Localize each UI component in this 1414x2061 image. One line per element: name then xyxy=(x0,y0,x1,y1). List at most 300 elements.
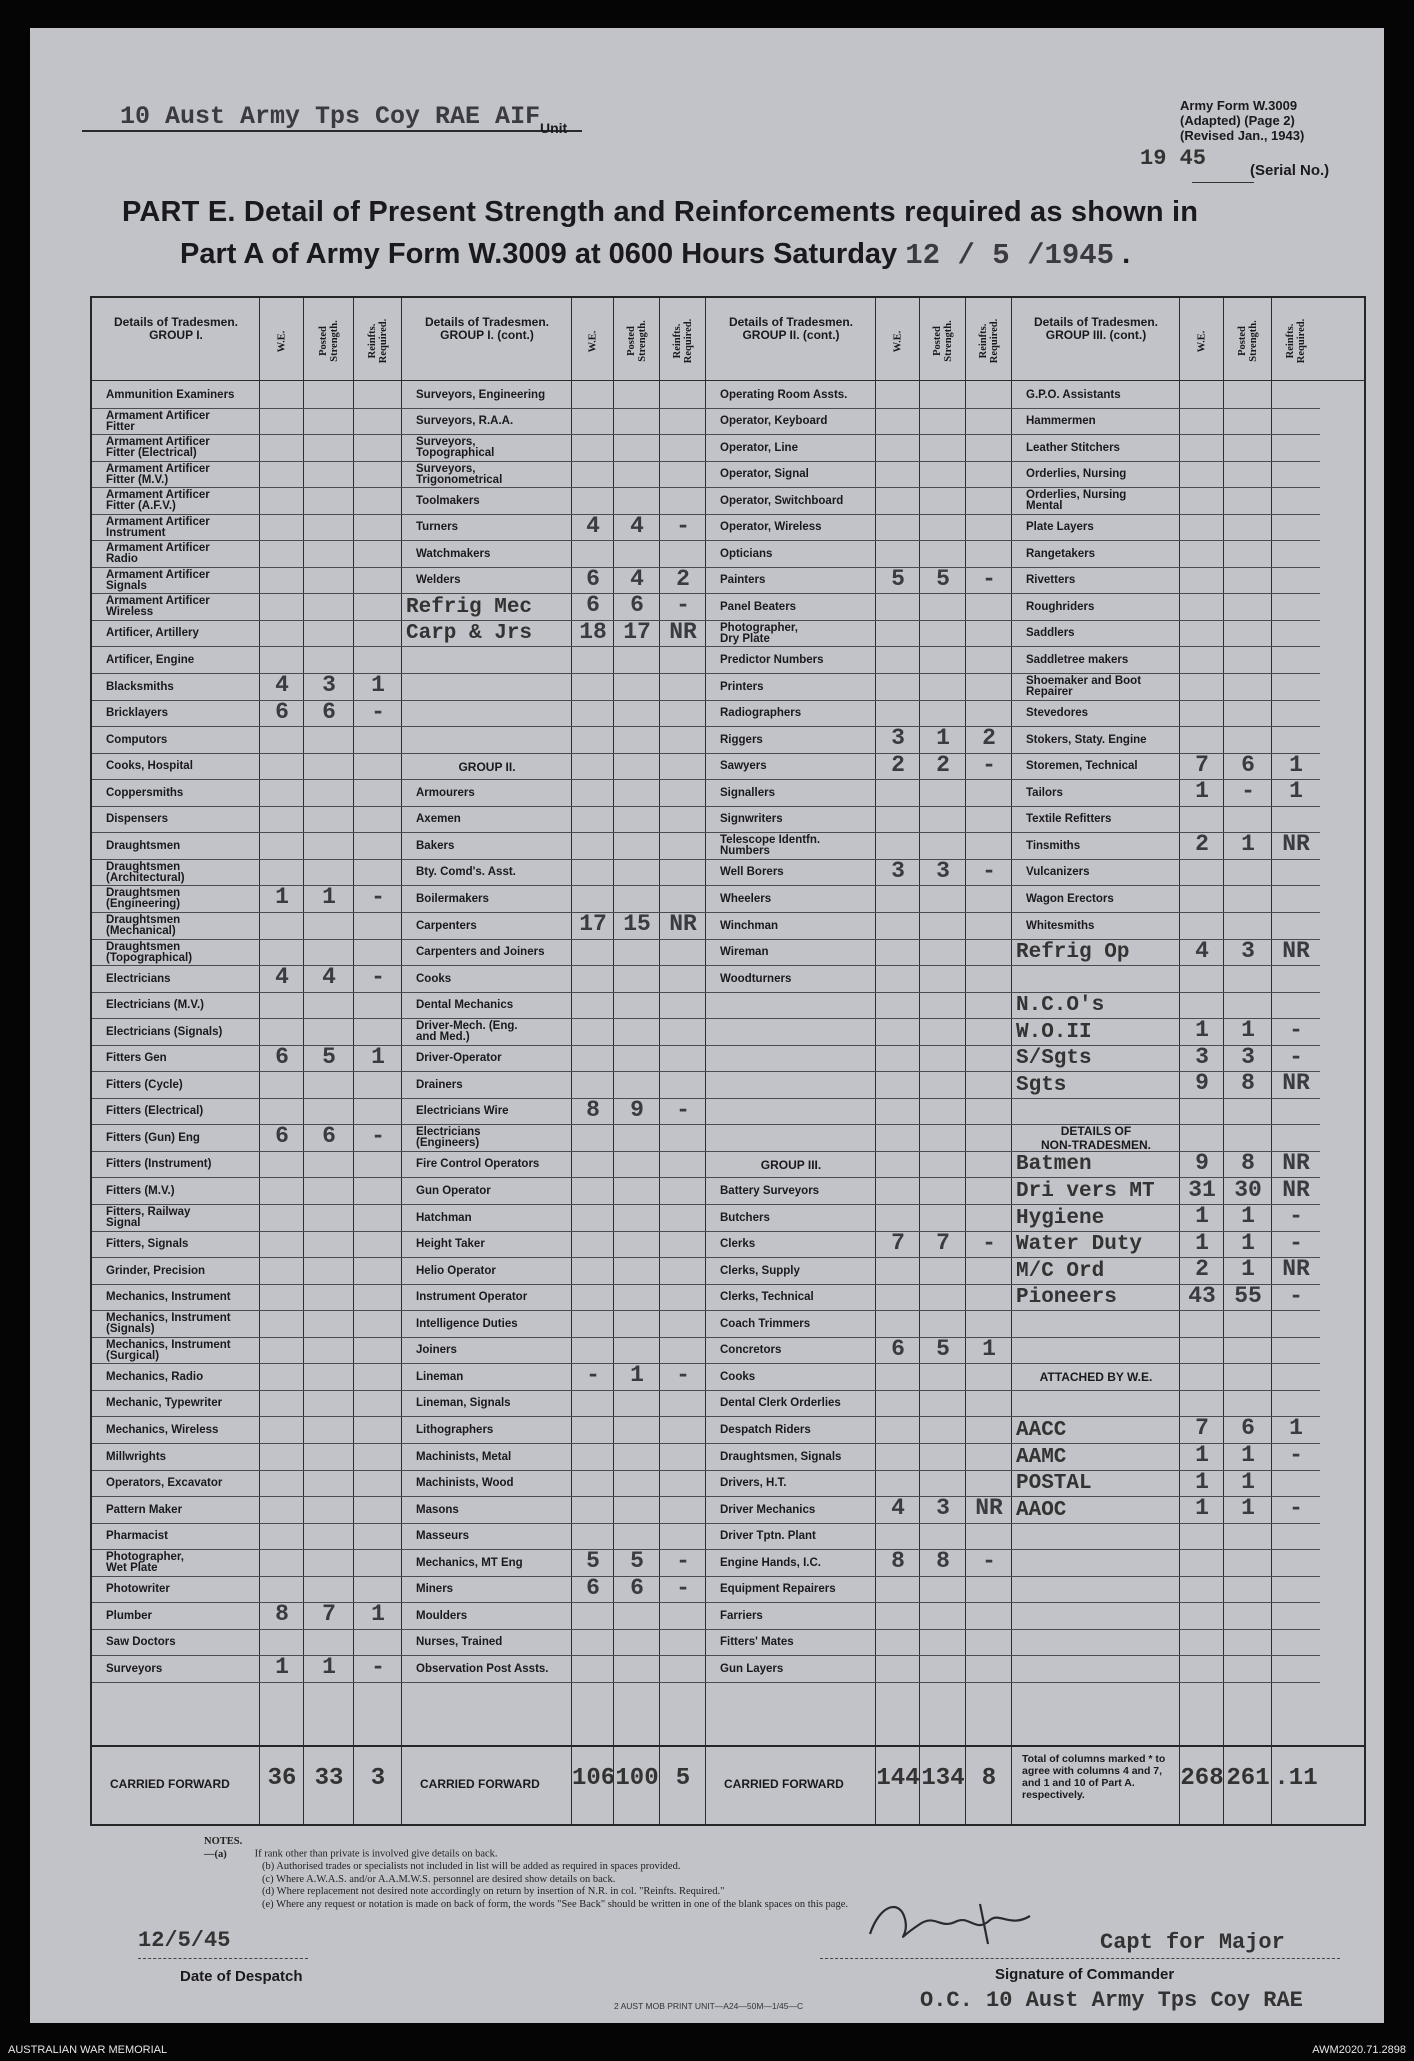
trade-label: Shoemaker and Boot Repairer xyxy=(1026,675,1142,699)
archive-id: AWM2020.71.2898 xyxy=(1312,2044,1406,2056)
cf-we: 268 xyxy=(1180,1765,1224,1792)
reinfts-value: NR xyxy=(1282,831,1310,858)
column-heading: Details of Tradesmen. GROUP I. xyxy=(113,315,239,342)
trade-label: Engine Hands, I.C. xyxy=(720,1556,821,1569)
table-row xyxy=(92,1391,402,1418)
we-value: 4 xyxy=(1195,937,1209,964)
serial-label: (Serial No.) xyxy=(1250,162,1330,179)
posted-value: 3 xyxy=(936,1495,950,1522)
cf-reinfts: 5 xyxy=(675,1765,691,1792)
trade-label: Pharmacist xyxy=(106,1530,169,1543)
trade-label: Woodturners xyxy=(720,972,792,985)
table-row xyxy=(402,382,706,409)
trade-label: Fitters Gen xyxy=(106,1052,167,1065)
cf-reinfts: 3 xyxy=(370,1765,386,1792)
trade-label: Batmen xyxy=(1016,1153,1092,1177)
we-value: 6 xyxy=(275,1043,289,1070)
table-row xyxy=(1012,937,1320,967)
trade-label: Coach Trimmers xyxy=(720,1317,811,1330)
posted-value: 7 xyxy=(322,1601,336,1628)
trade-label: Bakers xyxy=(416,839,455,852)
serial-number xyxy=(1140,146,1370,178)
reinfts-value: - xyxy=(676,592,690,619)
trade-label: Carpenters and Joiners xyxy=(416,946,545,959)
posted-value: 6 xyxy=(1241,1415,1255,1442)
table-row xyxy=(92,1444,402,1471)
trade-label: Electricians (M.V.) xyxy=(106,999,205,1012)
table-row xyxy=(402,1364,706,1391)
heading-text: W.E. xyxy=(892,330,904,352)
reinfts-value: - xyxy=(982,565,996,592)
trade-label: Whitesmiths xyxy=(1026,919,1095,932)
trade-label: Textile Refitters xyxy=(1026,813,1112,826)
title-line-2 xyxy=(180,238,1130,272)
table-row xyxy=(706,966,1012,993)
column-heading: Details of Tradesmen. GROUP II. (cont.) xyxy=(728,315,854,342)
trade-label: Tailors xyxy=(1026,786,1063,799)
trade-label: Electricians (Signals) xyxy=(106,1025,223,1038)
table-row xyxy=(706,940,1012,967)
table-row xyxy=(92,1258,402,1285)
table-row xyxy=(1012,1468,1320,1498)
table-row xyxy=(92,886,402,913)
table-row xyxy=(92,1285,402,1312)
title-end: . xyxy=(1122,238,1131,270)
table-row xyxy=(402,594,706,621)
table-row xyxy=(1012,913,1320,940)
trade-label: Blacksmiths xyxy=(106,680,174,693)
posted-value: 3 xyxy=(322,672,336,699)
reinfts-value: 1 xyxy=(1289,778,1303,805)
trade-label: Electricians xyxy=(106,972,171,985)
table-row xyxy=(1012,833,1320,860)
table-row xyxy=(706,1019,1012,1046)
table-row xyxy=(1012,993,1320,1020)
we-value: 2 xyxy=(1195,831,1209,858)
trade-label: Helio Operator xyxy=(416,1264,496,1277)
table-row xyxy=(706,1046,1012,1073)
cf-posted: 261 xyxy=(1226,1765,1270,1792)
table-row xyxy=(1012,701,1320,728)
we-value: 2 xyxy=(1195,1256,1209,1283)
trade-label: Dental Clerk Orderlies xyxy=(720,1397,841,1410)
table-row xyxy=(1012,568,1320,595)
trade-label: Surveyors, Topographical xyxy=(416,436,495,460)
posted-value: 5 xyxy=(322,1043,336,1070)
trade-label: Armament Artificer Fitter (Electrical) xyxy=(106,436,210,460)
trade-label: Wireman xyxy=(720,946,769,959)
trade-label: Draughtsmen (Engineering) xyxy=(106,887,181,911)
table-row xyxy=(706,1497,1012,1524)
table-row xyxy=(92,698,402,728)
handwritten-signature xyxy=(860,1894,1060,1954)
posted-value: 30 xyxy=(1234,1176,1262,1203)
trade-label: Opticians xyxy=(720,547,773,560)
heading-text: Posted Strength. xyxy=(318,320,340,362)
reinfts-value: NR xyxy=(669,911,697,937)
we-value: 8 xyxy=(891,1548,905,1575)
reinfts-value: - xyxy=(982,857,996,884)
table-row xyxy=(92,833,402,860)
reinfts-value: - xyxy=(1289,1203,1303,1230)
form-adapted: (Adapted) (Page 2) xyxy=(1180,113,1295,128)
posted-value: 6 xyxy=(630,1574,644,1601)
trade-label: Armament Artificer Fitter (M.V.) xyxy=(106,462,210,486)
table-row xyxy=(706,462,1012,489)
trade-label: Saddletree makers xyxy=(1026,654,1129,666)
cf-posted: 33 xyxy=(314,1765,344,1792)
we-value: 43 xyxy=(1188,1282,1216,1309)
posted-value: 2 xyxy=(936,751,950,778)
reinfts-value: NR xyxy=(1282,1176,1310,1203)
table-row xyxy=(92,1232,402,1259)
reinfts-value: NR xyxy=(1282,1256,1310,1283)
table-row xyxy=(92,1630,402,1657)
column-heading-we xyxy=(572,306,614,376)
serial-year: 19 45 xyxy=(1140,146,1207,171)
table-row xyxy=(402,1656,706,1683)
table-row xyxy=(402,940,706,967)
note-e: (e) Where any request or notation is made on back of form, the words "See Back" should be written in one of the blank spaces on this page. xyxy=(262,1898,849,1910)
table-row xyxy=(1012,1577,1320,1604)
table-row xyxy=(1012,1229,1320,1259)
table-row xyxy=(706,565,1012,595)
column-heading-we xyxy=(876,306,920,376)
table-row xyxy=(706,727,1012,754)
officer-commanding: O.C. 10 Aust Army Tps Coy RAE xyxy=(920,1988,1303,2013)
trade-label: Operator, Line xyxy=(720,441,798,454)
table-row xyxy=(1012,594,1320,621)
table-row xyxy=(92,1072,402,1099)
trade-label: Armament Artificer Fitter (A.F.V.) xyxy=(106,489,210,513)
table-row xyxy=(706,1229,1012,1259)
table-row xyxy=(1012,1391,1320,1418)
we-value: 6 xyxy=(891,1335,905,1362)
posted-value: 7 xyxy=(936,1229,950,1256)
table-row xyxy=(92,1338,402,1365)
we-value: 6 xyxy=(275,1123,289,1150)
column-heading: Details of Tradesmen. GROUP I. (cont.) xyxy=(424,315,550,342)
reinfts-value: - xyxy=(371,1123,385,1150)
total-note: Total of columns marked * to agree with columns 4 and 7, and 1 and 10 of Part A. respectively. xyxy=(1022,1753,1166,1801)
table-row xyxy=(1012,751,1320,781)
table-row xyxy=(706,807,1012,834)
table-row xyxy=(706,1152,1012,1179)
table-row xyxy=(92,382,402,409)
we-value: 2 xyxy=(891,751,905,778)
reinfts-value: - xyxy=(676,1096,690,1123)
trade-label: Photowriter xyxy=(106,1583,170,1596)
table-row xyxy=(706,913,1012,940)
table-row xyxy=(1012,807,1320,834)
reinfts-value: - xyxy=(1289,1495,1303,1522)
trade-label: Despatch Riders xyxy=(720,1423,811,1436)
table-row xyxy=(92,462,402,489)
trade-label: Battery Surveyors xyxy=(720,1185,820,1197)
reinfts-value: - xyxy=(982,1229,996,1256)
posted-value: - xyxy=(1241,778,1255,805)
column-heading-posted xyxy=(1224,306,1272,376)
table-row xyxy=(402,966,706,993)
trade-label: Orderlies, Nursing xyxy=(1026,468,1127,481)
trade-label: Orderlies, Nursing Mental xyxy=(1026,489,1127,513)
serial-underline xyxy=(1192,182,1254,183)
table-row xyxy=(706,621,1012,648)
trade-label: Tinsmiths xyxy=(1026,839,1081,852)
trade-label: Saw Doctors xyxy=(106,1636,176,1649)
table-row xyxy=(402,807,706,834)
we-value: 4 xyxy=(275,964,289,991)
trade-label: Observation Post Assts. xyxy=(416,1662,549,1675)
we-value: 6 xyxy=(275,698,289,725)
posted-value: 1 xyxy=(1241,1017,1255,1044)
we-value: 17 xyxy=(579,911,607,937)
reinfts-value: NR xyxy=(669,618,697,645)
trade-label: Riggers xyxy=(720,733,763,746)
table-row xyxy=(1012,1524,1320,1551)
posted-value: 4 xyxy=(630,512,644,539)
posted-value: 8 xyxy=(1241,1149,1255,1176)
reinfts-value: - xyxy=(676,1548,690,1575)
table-row xyxy=(706,780,1012,807)
table-row xyxy=(402,409,706,436)
we-value: 1 xyxy=(275,884,289,911)
table-row xyxy=(92,1099,402,1126)
table-row xyxy=(706,1577,1012,1604)
reinfts-value: NR xyxy=(975,1495,1003,1522)
posted-value: 9 xyxy=(630,1096,644,1123)
table-row xyxy=(706,1550,1012,1577)
trade-label: Driver Tptn. Plant xyxy=(720,1530,816,1543)
trade-label: Millwrights xyxy=(106,1450,167,1463)
table-row xyxy=(402,674,706,701)
cf-we: 106 xyxy=(572,1765,616,1792)
table-row xyxy=(1012,780,1320,807)
carried-forward-row xyxy=(92,1745,1364,1821)
table-row xyxy=(92,1524,402,1551)
we-value: 18 xyxy=(579,618,607,645)
trade-label: Mechanics, MT Eng xyxy=(416,1556,523,1569)
table-row xyxy=(402,1258,706,1285)
reinfts-value: 1 xyxy=(371,1043,385,1070)
trade-label: Fitters, Signals xyxy=(106,1238,189,1251)
trade-label: Masons xyxy=(416,1503,459,1516)
table-row xyxy=(402,701,706,728)
table-row xyxy=(706,1179,1012,1206)
cf-posted: 100 xyxy=(615,1765,659,1792)
trade-label: Draughtsmen (Topographical) xyxy=(106,940,193,964)
trade-label: ATTACHED BY W.E. xyxy=(1039,1370,1153,1385)
trade-label: Telescope Identfn. Numbers xyxy=(720,834,821,858)
trade-label: AAOC xyxy=(1016,1498,1067,1522)
trade-label: Wagon Erectors xyxy=(1026,892,1114,905)
trade-label: Fitters (M.V.) xyxy=(106,1185,175,1197)
posted-value: 1 xyxy=(1241,1468,1255,1495)
trade-label: Artificer, Engine xyxy=(106,654,195,666)
trade-label: Fitters (Electrical) xyxy=(106,1105,204,1118)
table-row xyxy=(92,727,402,754)
table-row xyxy=(1012,1043,1320,1073)
trade-label: Masseurs xyxy=(416,1530,470,1543)
trade-label: Bty. Comd's. Asst. xyxy=(416,866,516,879)
trade-label: Hygiene xyxy=(1016,1206,1105,1230)
column-heading-posted xyxy=(920,306,966,376)
posted-value: 6 xyxy=(1241,751,1255,778)
trade-label: AAMC xyxy=(1016,1445,1067,1469)
table-row xyxy=(706,541,1012,568)
trade-label: Stokers, Staty. Engine xyxy=(1026,733,1147,746)
table-row xyxy=(92,674,402,701)
table-row xyxy=(1012,1550,1320,1577)
table-row xyxy=(706,1417,1012,1444)
we-value: 6 xyxy=(586,592,600,619)
table-row xyxy=(402,1497,706,1524)
trade-label: Toolmakers xyxy=(416,494,480,507)
table-row xyxy=(402,1179,706,1206)
table-row xyxy=(402,1524,706,1551)
trade-label: Draughtsmen (Architectural) xyxy=(106,860,185,884)
table-row xyxy=(402,1096,706,1126)
trade-label: Surveyors, Trigonometrical xyxy=(416,462,503,486)
table-row xyxy=(402,780,706,807)
table-row xyxy=(1012,1630,1320,1657)
table-row xyxy=(1012,462,1320,489)
posted-value: 1 xyxy=(630,1362,644,1389)
trade-label: Gun Layers xyxy=(720,1662,784,1675)
we-value: 5 xyxy=(891,565,905,592)
posted-value: 1 xyxy=(1241,831,1255,858)
table-row xyxy=(92,754,402,781)
trade-label: Boilermakers xyxy=(416,892,489,905)
reinfts-value: 1 xyxy=(371,672,385,699)
reinfts-value: - xyxy=(982,751,996,778)
table-row xyxy=(402,541,706,568)
table-row xyxy=(402,618,706,648)
trade-label: Clerks xyxy=(720,1238,756,1251)
trade-label: Mechanics, Instrument (Signals) xyxy=(106,1312,231,1336)
trade-label: Fitters (Instrument) xyxy=(106,1158,212,1171)
table-row xyxy=(706,1099,1012,1126)
trade-label: Painters xyxy=(720,574,766,587)
table-row xyxy=(92,1019,402,1046)
reinfts-value: - xyxy=(676,1574,690,1601)
posted-value: 1 xyxy=(322,1654,336,1681)
trade-label: Dispensers xyxy=(106,813,169,826)
table-row xyxy=(92,648,402,675)
table-row xyxy=(402,1630,706,1657)
trade-label: Dri vers MT xyxy=(1016,1180,1155,1203)
table-row xyxy=(1012,1125,1320,1152)
trade-label: W.O.II xyxy=(1016,1020,1092,1044)
posted-value: 1 xyxy=(322,884,336,911)
trade-label: Saddlers xyxy=(1026,627,1075,640)
trade-label: Lineman xyxy=(416,1370,464,1383)
table-row xyxy=(706,674,1012,701)
cf-reinfts: .11 xyxy=(1274,1765,1318,1792)
table-row xyxy=(402,1019,706,1046)
reinfts-value: - xyxy=(982,1548,996,1575)
trade-label: Signallers xyxy=(720,786,775,799)
reinfts-value: - xyxy=(1289,1282,1303,1309)
table-row xyxy=(706,857,1012,887)
table-row xyxy=(1012,409,1320,436)
trade-label: DETAILS OF NON-TRADESMEN. xyxy=(1041,1124,1151,1153)
reinfts-value: - xyxy=(1289,1229,1303,1256)
trade-label: Welders xyxy=(416,574,461,587)
table-row xyxy=(402,435,706,462)
we-value: 1 xyxy=(1195,1229,1209,1256)
table-row xyxy=(706,1258,1012,1285)
reinfts-value: - xyxy=(371,1654,385,1681)
table-row xyxy=(92,541,402,568)
table-row xyxy=(1012,1176,1320,1206)
table-row xyxy=(1012,1258,1320,1285)
table-row xyxy=(92,993,402,1020)
posted-value: 5 xyxy=(630,1548,644,1575)
trade-label: Draughtsmen, Signals xyxy=(720,1450,842,1463)
trade-label: Wheelers xyxy=(720,892,772,905)
trade-label: Concretors xyxy=(720,1344,782,1357)
trade-label: Storemen, Technical xyxy=(1026,760,1138,773)
table-row xyxy=(706,1656,1012,1683)
despatch-date: 12/5/45 xyxy=(138,1928,231,1953)
trade-label: Electricians (Engineers) xyxy=(416,1126,481,1150)
trade-label: AACC xyxy=(1016,1418,1067,1442)
table-row xyxy=(402,1125,706,1152)
posted-value: 3 xyxy=(1241,1043,1255,1070)
trade-label: Surveyors, Engineering xyxy=(416,388,546,401)
header-divider xyxy=(92,380,1364,381)
table-row xyxy=(402,512,706,542)
heading-text: Reinfts. Required. xyxy=(1285,318,1307,364)
table-row xyxy=(706,1444,1012,1471)
table-row xyxy=(1012,1149,1320,1179)
trade-label: Axemen xyxy=(416,813,461,826)
column-heading-we xyxy=(260,306,304,376)
posted-value: 3 xyxy=(936,857,950,884)
trade-label: Grinder, Precision xyxy=(106,1264,206,1277)
posted-value: 1 xyxy=(1241,1203,1255,1230)
column-heading-posted xyxy=(614,306,660,376)
table-row xyxy=(706,701,1012,728)
trade-label: Radiographers xyxy=(720,707,802,720)
table-row xyxy=(92,621,402,648)
posted-value: 17 xyxy=(623,618,651,645)
trade-label: Water Duty xyxy=(1016,1233,1143,1257)
trade-label: Mechanics, Radio xyxy=(106,1370,204,1383)
table-row xyxy=(92,1550,402,1577)
trade-label: Butchers xyxy=(720,1211,770,1224)
reinfts-value: NR xyxy=(1282,1070,1310,1097)
posted-value: 1 xyxy=(1241,1256,1255,1283)
we-value: 5 xyxy=(586,1548,600,1575)
trade-label: Fitters' Mates xyxy=(720,1636,794,1649)
trade-label: Hatchman xyxy=(416,1211,472,1224)
table-row xyxy=(706,1603,1012,1630)
we-value: 1 xyxy=(1195,1442,1209,1468)
table-row xyxy=(1012,1311,1320,1338)
table-row xyxy=(706,1125,1012,1152)
trade-label: Ammunition Examiners xyxy=(106,388,235,401)
trade-label: Clerks, Supply xyxy=(720,1264,800,1277)
table-row xyxy=(1012,727,1320,754)
trade-label: Refrig Mec xyxy=(406,595,533,619)
table-row xyxy=(1012,648,1320,675)
table-row xyxy=(402,1285,706,1312)
trade-label: Cooks, Hospital xyxy=(106,760,193,773)
trade-label: Mechanics, Instrument xyxy=(106,1291,231,1304)
table-row xyxy=(706,382,1012,409)
